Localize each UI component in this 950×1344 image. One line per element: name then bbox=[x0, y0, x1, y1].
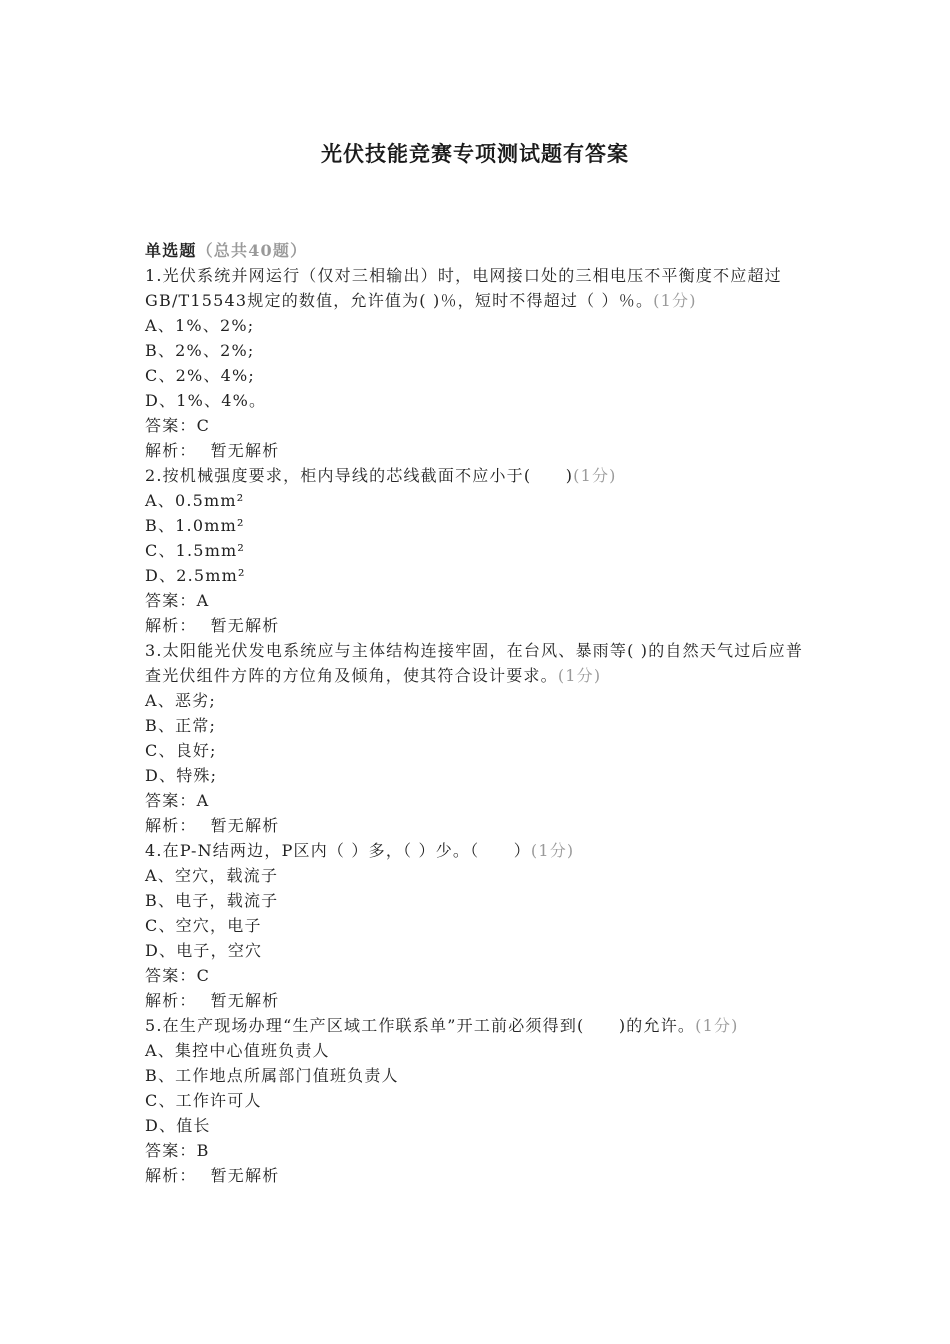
explanation-value: 暂无解析 bbox=[210, 991, 280, 1010]
answer-option: A、集控中心值班负责人 bbox=[145, 1041, 330, 1060]
answer-line bbox=[145, 588, 810, 613]
explanation-label: 解析： bbox=[145, 441, 197, 460]
answer-option: B、电子，载流子 bbox=[145, 891, 279, 910]
answer-label: 答案： bbox=[145, 966, 197, 985]
answer-option: C、1.5mm² bbox=[145, 541, 246, 560]
explanation-label: 解析： bbox=[145, 991, 197, 1010]
explanation-value: 暂无解析 bbox=[210, 441, 280, 460]
explanation-line bbox=[145, 813, 810, 838]
explanation-value: 暂无解析 bbox=[210, 1166, 280, 1185]
question-list bbox=[145, 238, 810, 1188]
question-text: 2.按机械强度要求，柜内导线的芯线截面不应小于( ) bbox=[145, 466, 574, 485]
answer-line bbox=[145, 788, 810, 813]
answer-value: C bbox=[196, 966, 211, 985]
answer-option: A、1%、2%; bbox=[145, 316, 255, 335]
question-score: (1分) bbox=[653, 291, 697, 310]
answer-option: B、2%、2%; bbox=[145, 341, 255, 360]
explanation-label: 解析： bbox=[145, 616, 197, 635]
section-label: 单选题 bbox=[145, 241, 197, 260]
answer-label: 答案： bbox=[145, 791, 197, 810]
answer-line bbox=[145, 1138, 810, 1163]
explanation-line bbox=[145, 988, 810, 1013]
answer-line bbox=[145, 963, 810, 988]
answer-label: 答案： bbox=[145, 591, 197, 610]
questions bbox=[145, 263, 810, 1188]
question-stem bbox=[145, 463, 810, 488]
answer-option: D、电子，空穴 bbox=[145, 941, 263, 960]
page-title: 光伏技能竞赛专项测试题有答案 bbox=[321, 141, 629, 166]
answer-option: C、2%、4%; bbox=[145, 366, 255, 385]
explanation-line bbox=[145, 438, 810, 463]
answer-option: D、值长 bbox=[145, 1116, 211, 1135]
answer-label: 答案： bbox=[145, 416, 197, 435]
explanation-value: 暂无解析 bbox=[210, 816, 280, 835]
explanation-value: 暂无解析 bbox=[210, 616, 280, 635]
answer-option: B、正常; bbox=[145, 716, 217, 735]
question-stem bbox=[145, 838, 810, 863]
question-block bbox=[145, 1013, 810, 1188]
explanation-line bbox=[145, 1163, 810, 1188]
answer-option: C、空穴，电子 bbox=[145, 916, 262, 935]
section-count: （总共40题） bbox=[196, 241, 308, 260]
answer-option: B、1.0mm² bbox=[145, 516, 245, 535]
answer-option: B、工作地点所属部门值班负责人 bbox=[145, 1066, 399, 1085]
question-block bbox=[145, 263, 810, 463]
question-text: 5.在生产现场办理“生产区域工作联系单”开工前必须得到( )的允许。 bbox=[145, 1016, 696, 1035]
explanation-label: 解析： bbox=[145, 1166, 197, 1185]
answer-option: D、特殊; bbox=[145, 766, 218, 785]
question-score: (1分) bbox=[530, 841, 575, 860]
question-text: 4.在P-N结两边，P区内（ ）多，（ ）少。（ ） bbox=[145, 841, 531, 860]
answer-option: A、空穴，载流子 bbox=[145, 866, 279, 885]
question-block bbox=[145, 838, 810, 1013]
answer-value: C bbox=[196, 416, 211, 435]
answer-line bbox=[145, 413, 810, 438]
question-score: (1分) bbox=[695, 1016, 739, 1035]
answer-option: D、1%、4%。 bbox=[145, 391, 267, 410]
question-stem bbox=[145, 638, 810, 688]
answer-option: A、恶劣; bbox=[145, 691, 216, 710]
answer-option: C、工作许可人 bbox=[145, 1091, 262, 1110]
answer-value: A bbox=[196, 591, 210, 610]
answer-label: 答案： bbox=[145, 1141, 197, 1160]
question-text: 1.光伏系统并网运行（仅对三相输出）时，电网接口处的三相电压不平衡度不应超过GB/T15543规定的数值，允许值为( )％，短时不得超过（ ）％。 bbox=[145, 266, 782, 310]
answer-value: A bbox=[196, 791, 210, 810]
question-stem bbox=[145, 1013, 810, 1038]
question-stem bbox=[145, 263, 810, 313]
question-score: (1分) bbox=[573, 466, 617, 485]
answer-option: C、良好; bbox=[145, 741, 217, 760]
explanation-label: 解析： bbox=[145, 816, 197, 835]
question-block bbox=[145, 463, 810, 638]
section-heading bbox=[145, 238, 810, 263]
explanation-line bbox=[145, 613, 810, 638]
question-text: 3.太阳能光伏发电系统应与主体结构连接牢固，在台风、暴雨等( )的自然天气过后应普查光伏组件方阵的方位角及倾角，使其符合设计要求。 bbox=[145, 641, 804, 685]
question-score: (1分) bbox=[557, 666, 602, 685]
answer-option: A、0.5mm² bbox=[145, 491, 245, 510]
answer-value: B bbox=[196, 1141, 210, 1160]
answer-option: D、2.5mm² bbox=[145, 566, 246, 585]
question-block bbox=[145, 638, 810, 838]
